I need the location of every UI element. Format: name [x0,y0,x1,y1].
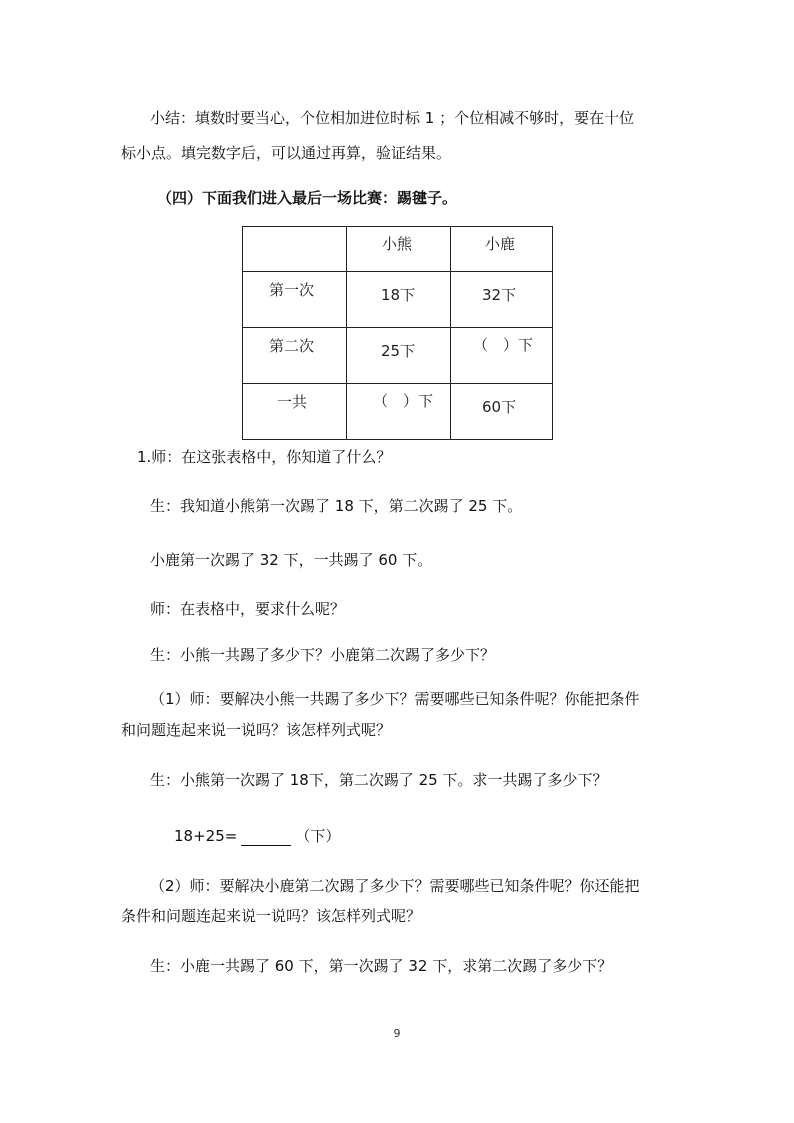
student-answer-1: 生：我知道小熊第一次踢了 18 下，第二次踢了 25 下。 [150,497,523,515]
table-cell: 60下 [451,384,553,440]
student-answer-1b: 小鹿第一次踢了 32 下，一共踢了 60 下。 [150,551,433,569]
table-cell: （ ）下 [451,328,553,384]
teacher-question-2: 师：在表格中，要求什么呢？ [150,600,346,618]
student-answer-2: 生：小熊一共踢了多少下？小鹿第二次踢了多少下？ [150,646,496,664]
table-cell: 32下 [451,272,553,328]
student-answer-3: 生：小熊第一次踢了 18下，第二次踢了 25 下。求一共踢了多少下？ [150,771,608,789]
teacher-question-4-line-2: 条件和问题连起来说一说吗？该怎样列式呢？ [121,907,422,925]
teacher-question-4-line-1: （2）师：要解决小鹿第二次踢了多少下？需要哪些已知条件呢？你还能把 [150,877,640,895]
table-cell: 第二次 [243,328,347,384]
table-cell: 第一次 [243,272,347,328]
table-cell: 25下 [347,328,451,384]
formula-unit: （下） [295,827,341,845]
student-answer-4: 生：小鹿一共踢了 60 下，第一次踢了 32 下，求第二次踢了多少下？ [150,957,613,975]
teacher-question-1: 1.师：在这张表格中，你知道了什么？ [137,448,392,466]
table-header-cell [243,227,347,272]
table-row [243,328,553,384]
table-row [243,384,553,440]
teacher-question-3-line-1: （1）师：要解决小熊一共踢了多少下？需要哪些已知条件呢？你能把条件 [150,690,640,708]
answer-blank [241,831,291,846]
table-row [243,272,553,328]
section-title: （四）下面我们进入最后一场比赛：踢毽子。 [157,189,458,207]
table-cell: 一共 [243,384,347,440]
summary-line-1: 小结：填数时要当心，个位相加进位时标 1 ；个位相减不够时，要在十位 [150,109,635,127]
summary-line-2: 标小点。填完数字后，可以通过再算，验证结果。 [121,144,452,162]
formula [174,826,340,846]
table-header-cell: 小熊 [347,227,451,272]
table-cell: 18下 [347,272,451,328]
table-cell: （ ）下 [347,384,451,440]
page-number: 9 [393,1027,401,1040]
table-row [243,227,553,272]
formula-expression: 18+25= [174,827,238,845]
score-table [242,226,553,440]
teacher-question-3-line-2: 和问题连起来说一说吗？该怎样列式呢？ [121,721,392,739]
table-header-cell: 小鹿 [451,227,553,272]
